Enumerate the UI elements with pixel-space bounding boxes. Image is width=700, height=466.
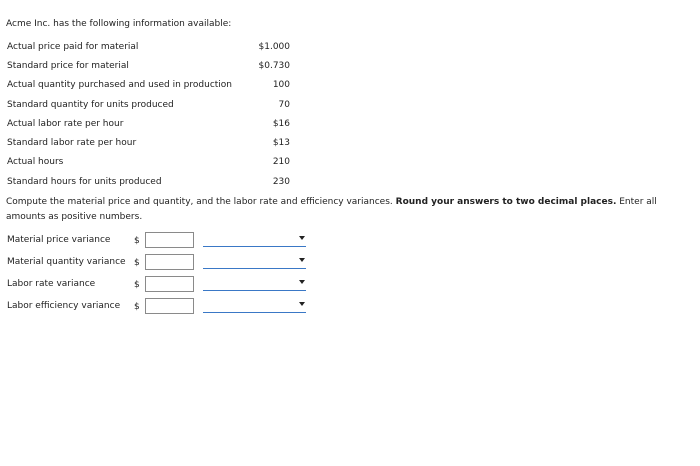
info-row-standard-quantity: [7, 98, 290, 112]
info-row-actual-quantity: [7, 78, 290, 92]
info-value: 230: [272, 177, 290, 187]
answer-label: Labor rate variance: [7, 279, 96, 289]
material-quantity-variance-select[interactable]: [203, 255, 306, 269]
intro-text: Acme Inc. has the following information available:: [6, 19, 232, 29]
info-label: Standard quantity for units produced: [7, 100, 174, 110]
labor-efficiency-variance-input[interactable]: [145, 298, 194, 314]
info-value: $0.730: [258, 61, 290, 71]
labor-rate-variance-input[interactable]: [145, 276, 194, 292]
instructions-part2: Enter all amounts as positive numbers.: [6, 197, 657, 222]
answer-row-material-quantity: [7, 254, 307, 272]
dropdown-arrow-icon: [299, 280, 305, 284]
labor-rate-variance-select[interactable]: [203, 277, 306, 291]
dropdown-arrow-icon: [299, 236, 305, 240]
info-value: $13: [272, 138, 290, 148]
info-row-standard-price: [7, 59, 290, 73]
info-value: $1.000: [258, 42, 290, 52]
answer-label: Material price variance: [7, 235, 111, 245]
material-price-variance-input[interactable]: [145, 232, 194, 248]
currency-symbol: $: [134, 280, 140, 290]
answer-row-labor-rate: [7, 276, 307, 294]
info-label: Standard price for material: [7, 61, 129, 71]
info-row-actual-price: [7, 40, 290, 54]
answer-label: Labor efficiency variance: [7, 301, 121, 311]
info-value: 210: [272, 157, 290, 167]
answer-label: Material quantity variance: [7, 257, 126, 267]
currency-symbol: $: [134, 258, 140, 268]
info-row-actual-labor-rate: [7, 117, 290, 131]
answer-row-labor-efficiency: [7, 298, 307, 316]
material-quantity-variance-input[interactable]: [145, 254, 194, 270]
info-value: $16: [272, 119, 290, 129]
labor-efficiency-variance-select[interactable]: [203, 299, 306, 313]
info-label: Actual labor rate per hour: [7, 119, 124, 129]
material-price-variance-select[interactable]: [203, 233, 306, 247]
dropdown-arrow-icon: [299, 302, 305, 306]
info-row-standard-labor-rate: [7, 136, 290, 150]
info-row-standard-hours: [7, 175, 290, 189]
answer-row-material-price: [7, 232, 307, 250]
info-value: 100: [272, 80, 290, 90]
info-label: Actual price paid for material: [7, 42, 139, 52]
instructions-bold: Round your answers to two decimal places.: [395, 197, 617, 207]
info-label: Standard labor rate per hour: [7, 138, 137, 148]
instructions: [6, 195, 694, 225]
info-label: Actual quantity purchased and used in production: [7, 80, 233, 90]
info-row-actual-hours: [7, 155, 290, 169]
currency-symbol: $: [134, 236, 140, 246]
info-value: 70: [278, 100, 290, 110]
instructions-part1: Compute the material price and quantity, and the labor rate and efficiency variances.: [6, 197, 396, 207]
info-label: Standard hours for units produced: [7, 177, 162, 187]
info-label: Actual hours: [7, 157, 64, 167]
dropdown-arrow-icon: [299, 258, 305, 262]
currency-symbol: $: [134, 302, 140, 312]
